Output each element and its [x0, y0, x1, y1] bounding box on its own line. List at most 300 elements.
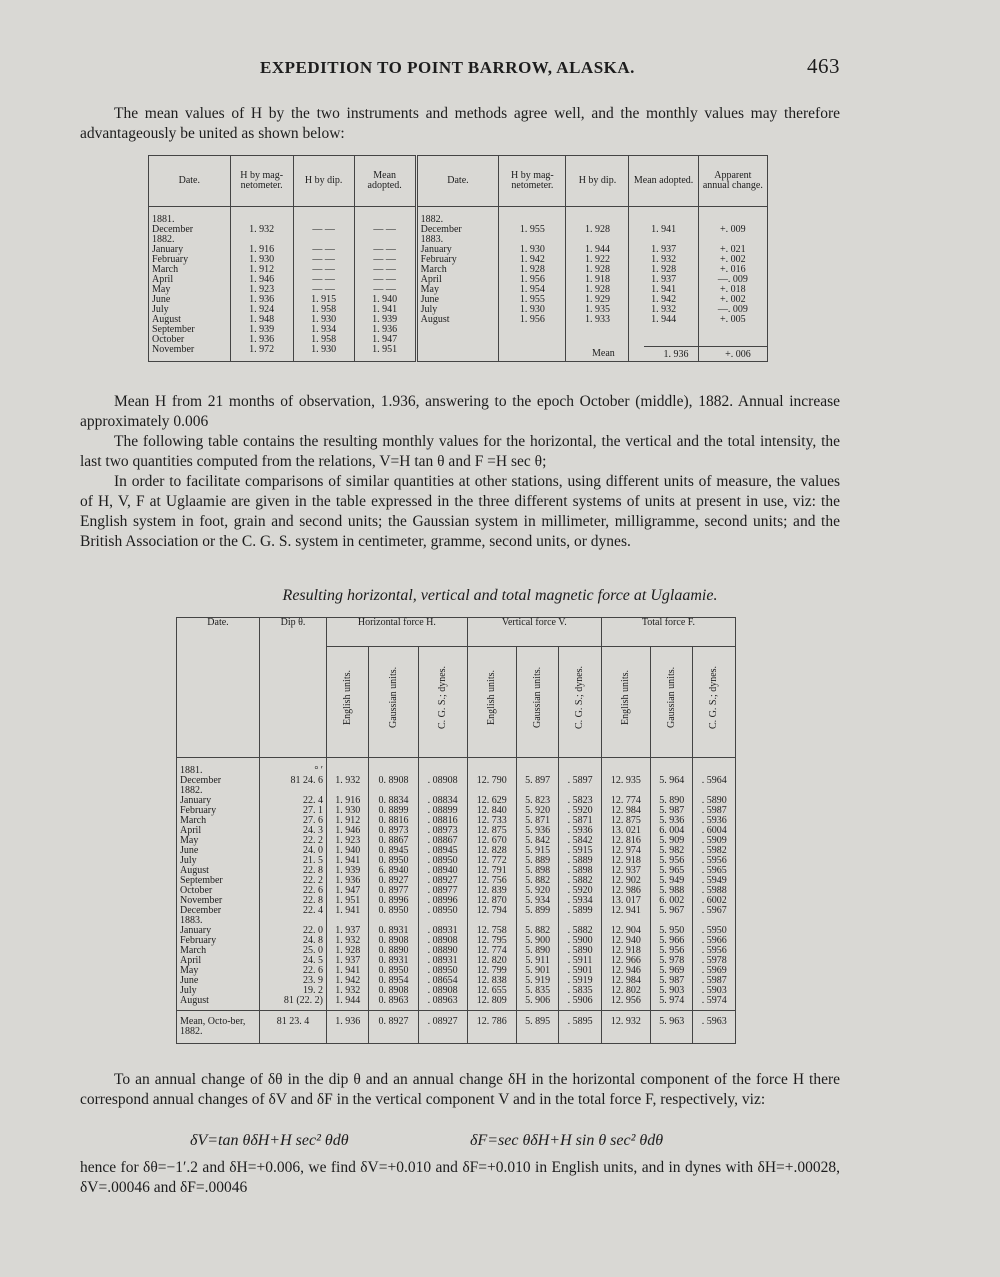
cell-value: . 08950 [427, 855, 458, 866]
cell-value: ° ′ [314, 765, 323, 776]
cell-value: 1. 918 [584, 274, 610, 285]
t2-mean-h-eng: 1. 936 [327, 1011, 369, 1044]
cell-value: December [420, 224, 462, 235]
magnetic-force-table [176, 617, 736, 1044]
cell-value: December [180, 905, 222, 916]
cell-value: . 5911 [567, 955, 593, 966]
cell-value: . 08834 [427, 795, 458, 806]
cell-value: November [180, 895, 223, 906]
cell-value: . 5978 [701, 955, 727, 966]
cell-value: . 5949 [701, 875, 727, 886]
cell-value: November [152, 344, 195, 355]
cell-value: 0. 8950 [378, 965, 409, 976]
cell-value: May [180, 835, 199, 846]
cell-value: 1. 928 [335, 945, 361, 956]
t2-mean-f-cgs: . 5963 [693, 1011, 736, 1044]
cell-value: August [152, 314, 181, 325]
cell-value: 12. 802 [610, 985, 641, 996]
cell-value: 1. 936 [249, 294, 275, 305]
t2-mean-f-gauss: 5. 963 [650, 1011, 692, 1044]
cell-value: 6. 004 [659, 825, 685, 836]
t1-right-dates [416, 207, 499, 362]
t1-h-date2: Date. [416, 156, 499, 207]
cell-value: . 5823 [567, 795, 593, 806]
cell-value: 5. 965 [659, 865, 685, 876]
cell-value: 1. 930 [311, 314, 337, 325]
cell-value: — — [312, 284, 335, 295]
cell-value: 0. 8950 [378, 905, 409, 916]
cell-value: 0. 8931 [378, 955, 409, 966]
cell-value: 1. 928 [584, 264, 610, 275]
cell-value: 1. 940 [372, 294, 398, 305]
cell-value: August [180, 995, 209, 1006]
cell-value: 12. 935 [610, 775, 641, 786]
table1-header-row [149, 156, 768, 207]
cell-value: . 5964 [701, 775, 727, 786]
cell-value: 1. 923 [335, 835, 361, 846]
t1-right-mag [499, 207, 566, 362]
cell-value: 12. 790 [476, 775, 507, 786]
cell-value: 23. 9 [303, 975, 323, 986]
cell-value: December [152, 224, 194, 235]
t2-col-f-gauss [650, 758, 692, 1011]
t1-left-mag [230, 207, 293, 362]
cell-value: 1. 942 [335, 975, 361, 986]
cell-value: 0. 8899 [378, 805, 409, 816]
cell-value: 1. 928 [651, 264, 677, 275]
cell-value: 1. 928 [519, 264, 545, 275]
cell-value: June [180, 975, 199, 986]
cell-value: 12. 904 [610, 925, 641, 936]
cell-value: —. 009 [717, 304, 748, 315]
cell-value: . 08977 [427, 885, 458, 896]
cell-value: 12. 655 [476, 985, 507, 996]
cell-value: 1. 930 [249, 254, 275, 265]
cell-value: . 5982 [701, 845, 727, 856]
cell-value: April [420, 274, 442, 285]
cell-value: April [180, 955, 202, 966]
cell-value: 12. 733 [476, 815, 507, 826]
cell-value: . 5890 [701, 795, 727, 806]
t1-h-mag: H by mag-netometer. [230, 156, 293, 207]
cell-value: 5. 920 [525, 805, 551, 816]
cell-value: May [180, 965, 199, 976]
cell-value: 5. 974 [659, 995, 685, 1006]
cell-value: 5. 966 [659, 935, 685, 946]
cell-value: 5. 897 [525, 775, 551, 786]
t2-col-h-eng [327, 758, 369, 1011]
cell-value: 0. 8954 [378, 975, 409, 986]
cell-value: 24. 3 [303, 825, 323, 836]
cell-value: . 5903 [701, 985, 727, 996]
cell-value: 12. 986 [610, 885, 641, 896]
t2-mean-v-gauss: 5. 895 [516, 1011, 558, 1044]
cell-value: . 5835 [567, 985, 593, 996]
cell-value: 5. 882 [525, 875, 551, 886]
cell-value: 1882. [420, 214, 444, 225]
table2-caption: Resulting horizontal, vertical and total magnetic force at Uglaamie. [282, 587, 718, 604]
cell-value: . 08996 [427, 895, 458, 906]
t2-col-h-gauss [369, 758, 418, 1011]
cell-value: 1. 930 [311, 344, 337, 355]
cell-value: January [180, 925, 212, 936]
cell-value: July [420, 304, 438, 315]
cell-value: . 08908 [427, 775, 458, 786]
cell-value: +. 021 [720, 244, 746, 255]
cell-value: 12. 839 [476, 885, 507, 896]
cell-value: +. 018 [720, 284, 746, 295]
cell-value: 22. 8 [303, 895, 323, 906]
cell-value: . 5987 [701, 805, 727, 816]
cell-value: June [152, 294, 171, 305]
running-title: EXPEDITION TO POINT BARROW, ALASKA. [260, 58, 635, 77]
cell-value: September [152, 324, 195, 335]
cell-value: 1. 924 [249, 304, 275, 315]
t2-unit-v-cgs: C. G. S.; dynes. [574, 665, 586, 729]
cell-value: 27. 6 [303, 815, 323, 826]
cell-value: . 5934 [567, 895, 593, 906]
para-hence: hence for δθ=−1′.2 and δH=+0.006, we find δV=+0.010 and δF=+0.010 in English units, and in dynes with δH=+.00028, δV=.00046 and δF=.00046 [80, 1159, 840, 1196]
equation-df: δF=sec θδH+H sin θ sec² θdθ [470, 1132, 664, 1149]
cell-value: . 5920 [567, 805, 593, 816]
cell-value: 12. 937 [610, 865, 641, 876]
cell-value: 12. 870 [476, 895, 507, 906]
t2-mean-f-eng: 12. 932 [601, 1011, 650, 1044]
cell-value: 22. 8 [303, 865, 323, 876]
cell-value: 24. 8 [303, 935, 323, 946]
para-following-table: The following table contains the resulting monthly values for the horizontal, the vertical and the total intensity, the last two quantities computed from the relations, V=H tan θ and F =H sec θ; [80, 433, 840, 470]
t2-mean-v-cgs: . 5895 [559, 1011, 601, 1044]
hence-paragraph [80, 1158, 840, 1198]
para-comparisons: In order to facilitate comparisons of similar quantities at other stations, using different units of measure, the values of H, V, F at Uglaamie are given in the table expressed in the three different systems of units at present in use, viz: the English system in foot, grain and second units; the Gaussian system in millimeter, milligramme, second units; and the British Association or the C. G. S. system in centimeter, gramme, second units, or dynes. [80, 473, 840, 550]
cell-value: August [420, 314, 450, 325]
cell-value: 1. 942 [651, 294, 677, 305]
cell-value: . 08890 [427, 945, 458, 956]
cell-value: 12. 758 [476, 925, 507, 936]
cell-value: 0. 8977 [378, 885, 409, 896]
cell-value: 24. 0 [303, 845, 323, 856]
cell-value: . 08940 [427, 865, 458, 876]
cell-value: . 5889 [567, 855, 593, 866]
cell-value: 22. 6 [303, 965, 323, 976]
t1-right-dip [566, 207, 629, 362]
t1-h-dip: H by dip. [293, 156, 354, 207]
cell-value: 12. 918 [610, 855, 641, 866]
cell-value: 12. 816 [610, 835, 641, 846]
cell-value: 0. 8834 [378, 795, 409, 806]
cell-value: 5. 911 [525, 955, 550, 966]
cell-value: . 5919 [567, 975, 593, 986]
cell-value: 1. 958 [311, 334, 337, 345]
cell-value: 1. 941 [335, 905, 361, 916]
t1-h-mean: Mean adopted. [354, 156, 416, 207]
cell-value: — — [373, 264, 396, 275]
cell-value: 13. 017 [610, 895, 641, 906]
cell-value: . 08931 [427, 925, 458, 936]
cell-value: October [152, 334, 185, 345]
cell-value: . 08945 [427, 845, 458, 856]
cell-value: 12. 984 [610, 975, 641, 986]
cell-value: 22. 2 [303, 835, 323, 846]
cell-value: 1. 955 [519, 294, 545, 305]
cell-value: 1. 932 [335, 775, 361, 786]
t1-mean-label: Mean [592, 348, 615, 359]
cell-value: 0. 8908 [378, 985, 409, 996]
paragraphs-block [80, 392, 840, 552]
cell-value: . 5974 [701, 995, 727, 1006]
cell-value: 5. 978 [659, 955, 685, 966]
cell-value: 5. 835 [525, 985, 551, 996]
cell-value: 1. 958 [311, 304, 337, 315]
cell-value: 5. 936 [525, 825, 551, 836]
cell-value: 1. 923 [249, 284, 275, 295]
t2-col-v-eng [467, 758, 516, 1011]
cell-value: 0. 8867 [378, 835, 409, 846]
cell-value: . 5899 [567, 905, 593, 916]
cell-value: 1. 939 [335, 865, 361, 876]
cell-value: . 5987 [701, 975, 727, 986]
annual-change-paragraph [80, 1070, 840, 1110]
cell-value: . 5915 [567, 845, 593, 856]
cell-value: 24. 5 [303, 955, 323, 966]
cell-value: . 08908 [427, 985, 458, 996]
cell-value: 12. 756 [476, 875, 507, 886]
cell-value: 12. 966 [610, 955, 641, 966]
cell-value: . 08899 [427, 805, 458, 816]
cell-value: 22. 4 [303, 795, 323, 806]
cell-value: January [180, 795, 212, 806]
t2-mean-v-eng: 12. 786 [467, 1011, 516, 1044]
cell-value: 0. 8908 [378, 775, 409, 786]
t2-unit-h-cgs: C. G. S.; dynes. [436, 665, 448, 729]
cell-value: . 08867 [427, 835, 458, 846]
cell-value: 1. 912 [249, 264, 275, 275]
cell-value: 1. 946 [249, 274, 275, 285]
cell-value: . 5950 [701, 925, 727, 936]
table1-body [149, 207, 768, 362]
cell-value: January [152, 244, 184, 255]
cell-value: 5. 898 [525, 865, 551, 876]
cell-value: May [152, 284, 171, 295]
cell-value: 5. 899 [525, 905, 551, 916]
cell-value: . 08973 [427, 825, 458, 836]
cell-value: 1. 941 [335, 855, 361, 866]
cell-value: 1. 944 [651, 314, 677, 325]
cell-value: +. 002 [720, 254, 746, 265]
cell-value: September [180, 875, 223, 886]
cell-value: . 08654 [427, 975, 458, 986]
cell-value: 0. 8950 [378, 855, 409, 866]
cell-value: 1. 930 [519, 304, 545, 315]
cell-value: 5. 982 [659, 845, 685, 856]
cell-value: 1. 947 [335, 885, 361, 896]
t2-mean-h-cgs: . 08927 [418, 1011, 467, 1044]
t1-right-mean [629, 207, 698, 362]
t2-unit-v-gauss: Gaussian units. [531, 666, 543, 728]
cell-value: . 5871 [567, 815, 593, 826]
cell-value: 5. 890 [659, 795, 685, 806]
cell-value: 1882. [152, 234, 175, 245]
cell-value: 5. 919 [525, 975, 551, 986]
t2-col-v-cgs [559, 758, 601, 1011]
cell-value: 1883. [180, 915, 203, 926]
t1-left-mean [354, 207, 416, 362]
cell-value: 0. 8931 [378, 925, 409, 936]
cell-value: July [152, 304, 169, 315]
cell-value: 1. 922 [584, 254, 610, 265]
t1-left-dip [293, 207, 354, 362]
cell-value: 1. 941 [372, 304, 398, 315]
cell-value: 1. 932 [335, 985, 361, 996]
cell-value: March [152, 264, 179, 275]
cell-value: . 5936 [567, 825, 593, 836]
cell-value: 0. 8927 [378, 875, 409, 886]
cell-value: 12. 956 [610, 995, 641, 1006]
cell-value: —. 009 [717, 274, 748, 285]
cell-value: 1. 941 [651, 224, 677, 235]
cell-value: 1. 937 [335, 955, 361, 966]
cell-value: 5. 871 [525, 815, 551, 826]
cell-value: +. 002 [720, 294, 746, 305]
intro-text: The mean values of H by the two instruments and methods agree well, and the monthly values may therefore advantageously be united as shown below: [80, 105, 840, 142]
cell-value: January [420, 244, 452, 255]
cell-value: . 5906 [567, 995, 593, 1006]
cell-value: . 5900 [567, 935, 593, 946]
cell-value: +. 016 [720, 264, 746, 275]
cell-value: 5. 950 [659, 925, 685, 936]
cell-value: February [180, 935, 217, 946]
equation-dv: δV=tan θδH+H sec² θdθ [190, 1132, 349, 1149]
cell-value: 1881. [180, 765, 203, 776]
cell-value: +. 005 [720, 314, 746, 325]
cell-value: 5. 936 [659, 815, 685, 826]
cell-value: 12. 629 [476, 795, 507, 806]
cell-value: 1. 944 [335, 995, 361, 1006]
cell-value: 1. 948 [249, 314, 275, 325]
cell-value: . 5967 [701, 905, 727, 916]
cell-value: 1. 912 [335, 815, 361, 826]
t2-col-f-eng [601, 758, 650, 1011]
cell-value: . 08816 [427, 815, 458, 826]
cell-value: 5. 901 [525, 965, 551, 976]
cell-value: 81 (22. 2) [283, 995, 323, 1006]
cell-value: December [180, 775, 222, 786]
cell-value: 1. 939 [372, 314, 398, 325]
cell-value: 1. 947 [372, 334, 398, 345]
cell-value: 1. 939 [249, 324, 275, 335]
cell-value: . 08950 [427, 905, 458, 916]
cell-value: — — [373, 274, 396, 285]
cell-value: . 5897 [567, 775, 593, 786]
cell-value: August [180, 865, 209, 876]
cell-value: 25. 0 [303, 945, 323, 956]
cell-value: 12. 838 [476, 975, 507, 986]
cell-value: 12. 670 [476, 835, 507, 846]
cell-value: — — [312, 224, 335, 235]
cell-value: April [180, 825, 202, 836]
cell-value: 12. 918 [610, 945, 641, 956]
cell-value: 1. 951 [372, 344, 398, 355]
cell-value: +. 009 [720, 224, 746, 235]
cell-value: 12. 774 [610, 795, 641, 806]
cell-value: 5. 956 [659, 855, 685, 866]
cell-value: 0. 8908 [378, 935, 409, 946]
cell-value: 1881. [152, 214, 175, 225]
t2-col-h-cgs [418, 758, 467, 1011]
cell-value: 1. 929 [584, 294, 610, 305]
cell-value: 1. 915 [311, 294, 337, 305]
cell-value: February [420, 254, 457, 265]
t2-group-f: Total force F. [601, 618, 735, 647]
cell-value: 1. 942 [519, 254, 545, 265]
cell-value: 1. 940 [335, 845, 361, 856]
cell-value: 1882. [180, 785, 203, 796]
cell-value: 1. 934 [311, 324, 337, 335]
cell-value: 5. 964 [659, 775, 685, 786]
t1-h-mag2: H by mag-netometer. [499, 156, 566, 207]
cell-value: . 6004 [701, 825, 727, 836]
t2-group-row [177, 618, 736, 647]
cell-value: — — [373, 224, 396, 235]
cell-value: 1. 956 [519, 314, 545, 325]
h-comparison-table [148, 155, 768, 362]
t1-h-change: Apparent annual change. [698, 156, 767, 207]
cell-value: 1. 946 [335, 825, 361, 836]
cell-value: 5. 842 [525, 835, 551, 846]
cell-value: 0. 8963 [378, 995, 409, 1006]
cell-value: March [420, 264, 447, 275]
t2-mean-label: Mean, Octo-ber, 1882. [177, 1011, 260, 1044]
cell-value: 12. 791 [476, 865, 507, 876]
cell-value: 5. 882 [525, 925, 551, 936]
cell-value: 5. 988 [659, 885, 685, 896]
cell-value: 1. 930 [335, 805, 361, 816]
cell-value: June [180, 845, 199, 856]
cell-value: March [180, 945, 207, 956]
t2-body [177, 758, 736, 1011]
cell-value: May [420, 284, 439, 295]
t2-col-f-cgs [693, 758, 736, 1011]
cell-value: 12. 902 [610, 875, 641, 886]
cell-value: 12. 795 [476, 935, 507, 946]
cell-value: — — [312, 254, 335, 265]
cell-value: 12. 875 [610, 815, 641, 826]
cell-value: 81 24. 6 [290, 775, 323, 786]
cell-value: 1. 928 [584, 224, 610, 235]
cell-value: 21. 5 [303, 855, 323, 866]
cell-value: 5. 949 [659, 875, 685, 886]
cell-value: . 5901 [567, 965, 593, 976]
cell-value: 1. 933 [584, 314, 610, 325]
t1-left-dates [149, 207, 231, 362]
cell-value: 1. 944 [584, 244, 610, 255]
cell-value: . 5965 [701, 865, 727, 876]
cell-value: — — [373, 254, 396, 265]
cell-value: . 5956 [701, 855, 727, 866]
cell-value: . 5969 [701, 965, 727, 976]
cell-value: 0. 8945 [378, 845, 409, 856]
cell-value: . 5956 [701, 945, 727, 956]
cell-value: 22. 0 [303, 925, 323, 936]
cell-value: 1. 937 [335, 925, 361, 936]
cell-value: 5. 889 [525, 855, 551, 866]
cell-value: June [420, 294, 439, 305]
cell-value: 6. 8940 [378, 865, 409, 876]
para-annual-change: To an annual change of δθ in the dip θ and an annual change δH in the horizontal component of the force H there correspond annual changes of δV and δF in the vertical component V and in the total force F, respectively, viz: [80, 1071, 840, 1108]
cell-value: 1. 935 [584, 304, 610, 315]
t2-mean-dip: 81 23. 4 [260, 1011, 327, 1044]
cell-value: 5. 987 [659, 975, 685, 986]
